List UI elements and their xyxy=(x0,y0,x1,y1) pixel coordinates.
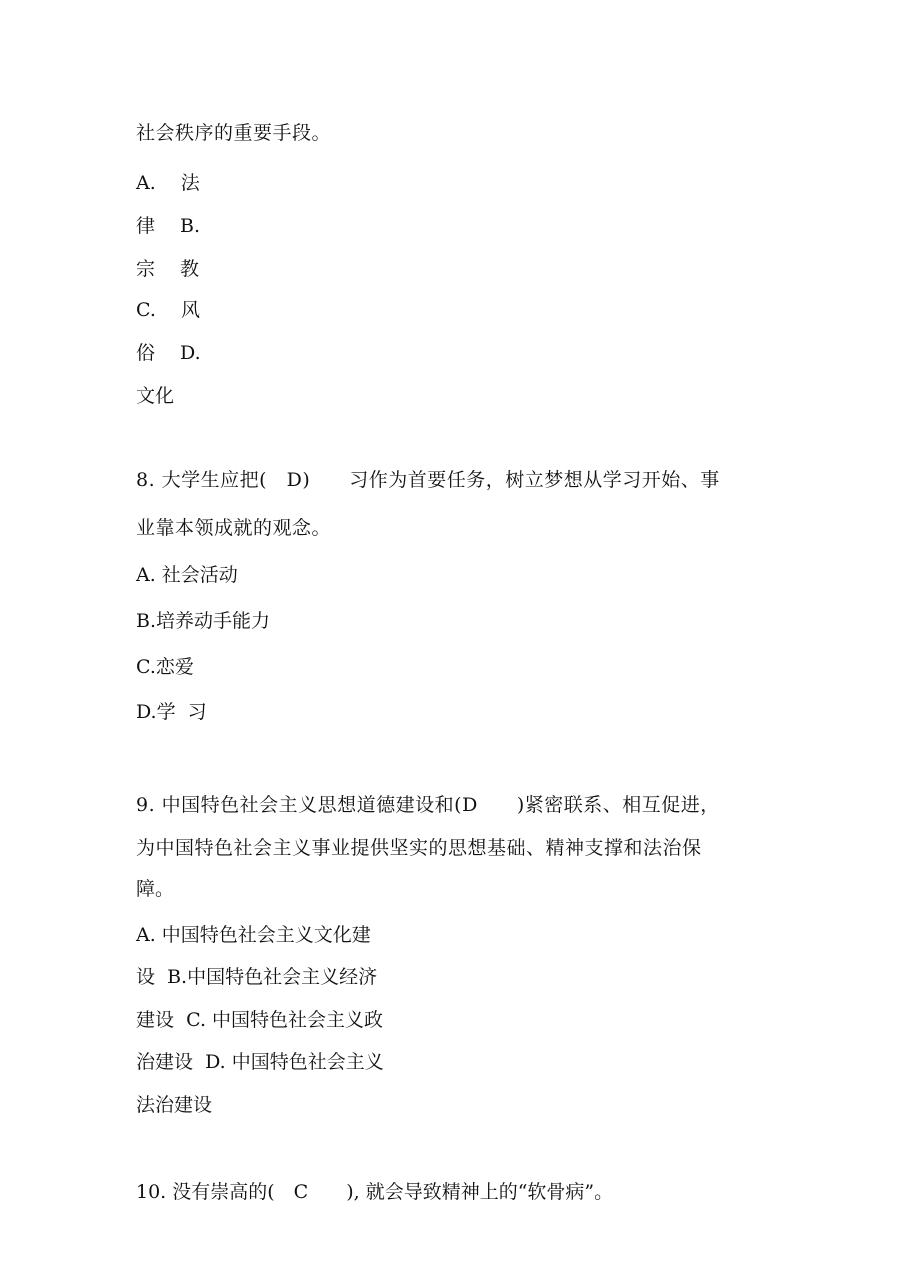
q7-option-line: 律 B. xyxy=(136,215,201,237)
q9-stem: 9. 中国特色社会主义思想道德建设和(D )紧密联系、相互促进， xyxy=(136,794,720,816)
q7-option-line: 俗 D. xyxy=(136,342,201,364)
q7-option-line: C. 风 xyxy=(136,299,200,321)
q8-option: D.学 习 xyxy=(136,701,207,723)
q7-stem-end: 社会秩序的重要手段。 xyxy=(136,122,332,144)
q8-option: A. 社会活动 xyxy=(136,564,238,586)
q8-option: C.恋爱 xyxy=(136,656,194,678)
q9-option-line: 设 B.中国特色社会主义经济 xyxy=(136,966,378,988)
q10-stem: 10. 没有崇高的( C ), 就会导致精神上的“软骨病”。 xyxy=(136,1181,614,1203)
q8-stem: 8. 大学生应把( D) 习作为首要任务，树立梦想从学习开始、事 xyxy=(136,469,720,491)
q7-option-line: 文化 xyxy=(136,385,175,407)
q9-stem: 障。 xyxy=(136,878,175,900)
q9-stem: 为中国特色社会主义事业提供坚实的思想基础、精神支撑和法治保 xyxy=(136,837,702,859)
q7-option-line: A. 法 xyxy=(136,172,200,194)
q9-option-line: 建设 C. 中国特色社会主义政 xyxy=(136,1009,384,1031)
q9-option-line: 法治建设 xyxy=(136,1094,213,1116)
q9-option-line: 治建设 D. 中国特色社会主义 xyxy=(136,1051,384,1073)
q9-option-line: A. 中国特色社会主义文化建 xyxy=(136,924,371,946)
q8-option: B.培养动手能力 xyxy=(136,610,271,632)
q7-option-line: 宗 教 xyxy=(136,258,200,280)
q8-stem: 业靠本领成就的观念。 xyxy=(136,517,332,539)
